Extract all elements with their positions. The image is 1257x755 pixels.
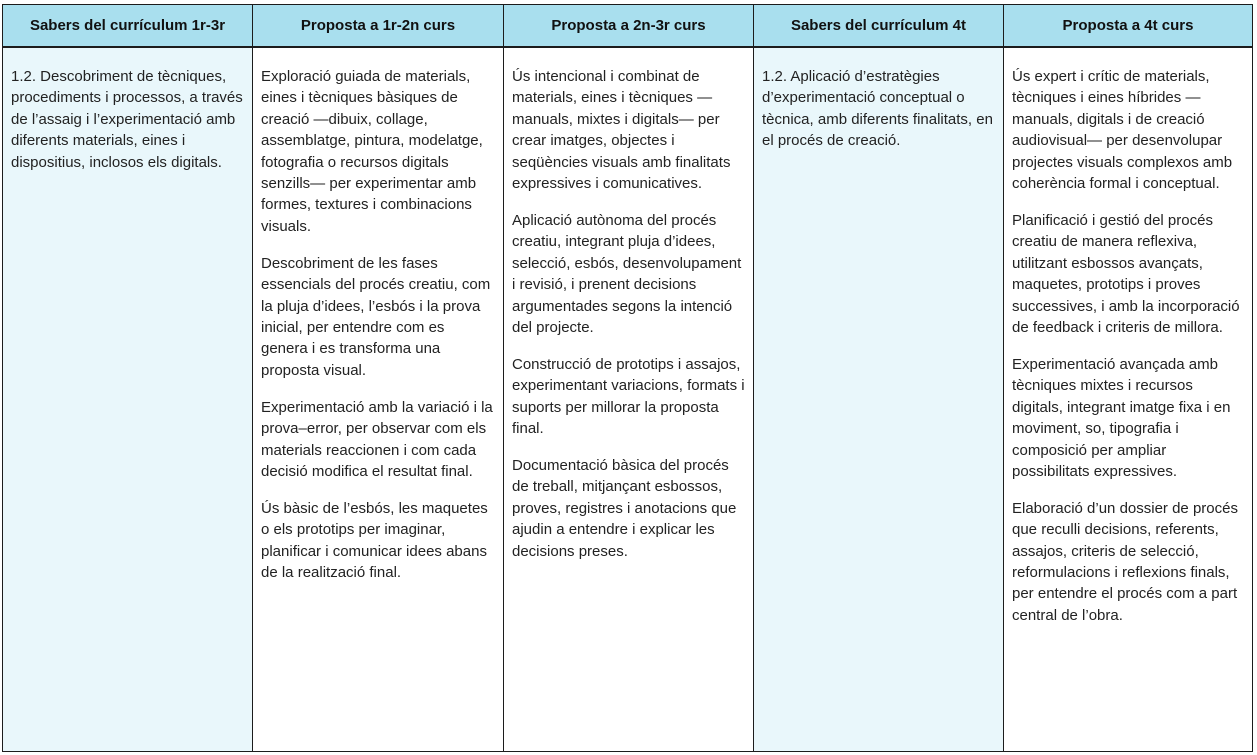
cell-paragraph: Aplicació autònoma del procés creatiu, integrant pluja d’idees, selecció, esbós, desenvolupament i revisió, i prenent decisions argumentades segons la intenció del projecte. <box>512 211 742 336</box>
header-row <box>3 5 1253 48</box>
cell-proposta-2n-3r <box>504 47 754 752</box>
cell-paragraph: 1.2. Aplicació d’estratègies d’experimentació conceptual o tècnica, amb diferents finalitats, en el procés de creació. <box>762 68 993 150</box>
cell-proposta-4t <box>1004 47 1253 752</box>
cell-paragraph: Descobriment de les fases essencials del procés creatiu, com la pluja d’idees, l’esbós i la prova inicial, per entendre com es genera i es transforma una proposta visual. <box>261 254 491 379</box>
curriculum-table <box>2 4 1253 752</box>
cell-paragraph: Documentació bàsica del procés de treball, mitjançant esbossos, proves, registres i anotacions que ajudin a entendre i explicar les decisions preses. <box>512 457 737 560</box>
cell-paragraph: Experimentació avançada amb tècniques mixtes i recursos digitals, integrant imatge fixa i en moviment, so, tipografia i composició per ampliar possibilitats expressives. <box>1012 355 1231 480</box>
cell-sabers-4t <box>754 47 1004 752</box>
header-sabers-1r-3r: Sabers del currículum 1r-3r <box>3 5 253 48</box>
cell-paragraph: 1.2. Descobriment de tècniques, procediments i processos, a través de l’assaig i l’experimentació amb diferents materials, eines i dispositius, inclosos els digitals. <box>11 68 243 171</box>
cell-paragraph: Planificació i gestió del procés creatiu de manera reflexiva, utilitzant esbossos avançats, maquetes, prototips i proves successives, i amb la incorporació de feedback i criteris de millora. <box>1012 211 1240 336</box>
cell-paragraph: Ús expert i crític de materials, tècniques i eines híbrides — manuals, digitals i de creació audiovisual— per desenvolupar projectes visuals complexos amb coherència formal i conceptual. <box>1012 68 1233 193</box>
table-row <box>3 47 1253 752</box>
cell-paragraph: Ús bàsic de l’esbós, les maquetes o els prototips per imaginar, planificar i comunicar idees abans de la realització final. <box>261 499 488 582</box>
table-body <box>3 47 1253 752</box>
cell-proposta-1r-2n <box>253 47 504 752</box>
header-proposta-2n-3r: Proposta a 2n-3r curs <box>504 5 754 48</box>
header-proposta-1r-2n: Proposta a 1r-2n curs <box>253 5 504 48</box>
cell-paragraph: Elaboració d’un dossier de procés que reculli decisions, referents, assajos, criteris de selecció, reformulacions i reflexions finals, per entendre el procés com a part central de l’obra. <box>1012 499 1238 624</box>
table-header <box>3 5 1253 48</box>
cell-paragraph: Experimentació amb la variació i la prova–error, per observar com els materials reaccionen i com cada decisió modifica el resultat final. <box>261 398 493 480</box>
cell-paragraph: Exploració guiada de materials, eines i tècniques bàsiques de creació —dibuix, collage, assemblatge, pintura, modelatge, fotografia o recursos digitals senzills— per experimentar amb formes, textures i combinacions visuals. <box>261 68 483 235</box>
cell-sabers-1r-3r <box>3 47 253 752</box>
header-proposta-4t: Proposta a 4t curs <box>1004 5 1253 48</box>
header-sabers-4t: Sabers del currículum 4t <box>754 5 1004 48</box>
cell-paragraph: Construcció de prototips i assajos, experimentant variacions, formats i suports per millorar la proposta final. <box>512 355 745 438</box>
cell-paragraph: Ús intencional i combinat de materials, eines i tècniques — manuals, mixtes i digitals— per crear imatges, objectes i seqüències visuals amb finalitats expressives i comunicatives. <box>512 68 731 193</box>
